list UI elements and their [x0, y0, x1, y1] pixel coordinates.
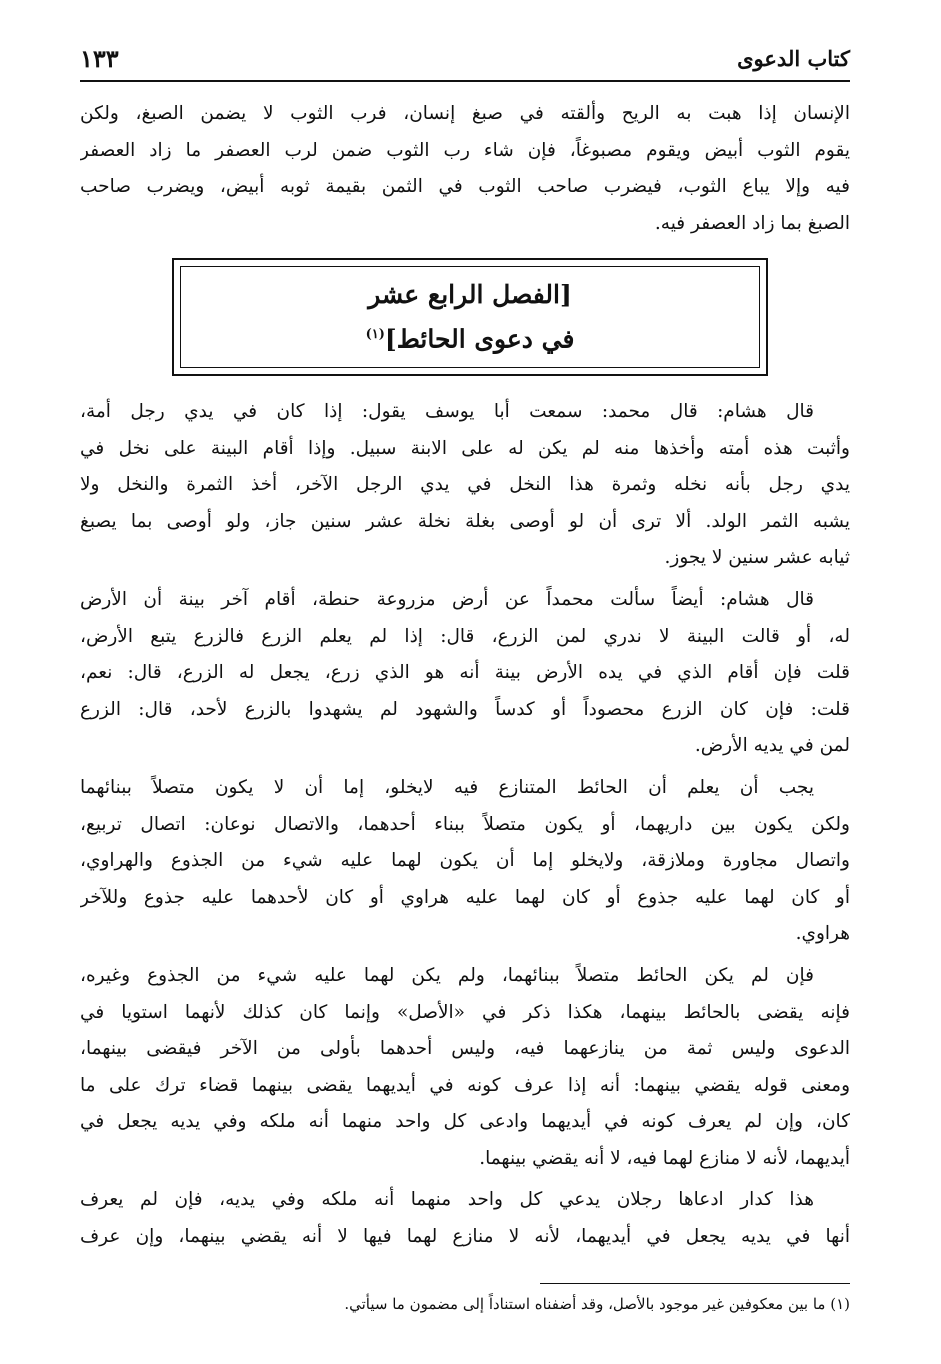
text-line: الإنسان إذا هبت به الريح وألقته في صبغ إنسان، فرب الثوب لا يضمن الصبغ، ولكن: [80, 103, 850, 124]
text-line: الصبغ بما زاد العصفر فيه.: [654, 212, 850, 234]
text-line: ولكن يكون بين داريهما، أو يكون متصلاً ببناء أحدهما، والاتصال نوعان: اتصال تربيع،: [80, 813, 850, 835]
footnote-reference: (١): [365, 326, 385, 342]
section-title-line2: [366, 315, 575, 359]
text-line: قلت: فإن كان الزرع محصوداً أو كدساً والشهود لم يشهدوا بالزرع لأحد، قال: الزرع: [80, 698, 850, 720]
text-line: يجب أن يعلم أن الحائط المتنازع فيه لايخلو، إما أن لا يكون متصلاً ببنائهما: [80, 777, 814, 798]
text-line: قال هشام: قال محمد: سمعت أبا يوسف يقول: إذا كان في يدي رجل أمة،: [80, 401, 814, 422]
text-line: يدي رجل بأنه نخله وثمرة هذا النخل في يدي الرجل الآخر، أخذ الثمرة والنخل ولا: [80, 474, 850, 495]
text-line: فإنه يقضى بالحائط بينهما، هكذا ذكر في «الأصل» وإنما كان كذلك لأنهما استويا في: [80, 1001, 850, 1023]
text-line: واتصال مجاورة وملازقة، ولايخلو إما أن يكون لهما عليه شيء من الجذوع والهراوي،: [80, 850, 850, 871]
paragraph-1: [80, 394, 850, 577]
text-line: أو كان لهما عليه جذوع أو كان لهما عليه هراوي أو كان لأحدهما عليه جذوع وللآخر: [80, 886, 850, 908]
text-line: ثيابه عشر سنين لا يجوز.: [664, 547, 850, 568]
paragraph-5: [80, 1182, 850, 1255]
text-line: وأثبت هذه أمته وأخذها منه لم يكن له على الابنة سبيل. وإذا أقام البينة على نخل في: [80, 437, 850, 459]
footnote: [80, 1290, 850, 1318]
text-line: أيديهما، لأنه لا منازع لهما فيه، لا أنه يقضي بينهما.: [479, 1147, 850, 1169]
paragraph-4: [80, 958, 850, 1177]
text-line: لمن في يديه الأرض.: [694, 735, 850, 756]
footnote-divider: [540, 1283, 850, 1284]
chapter-title: كتاب الدعوى: [737, 45, 850, 71]
footnote-text: ما بين معكوفين غير موجود بالأصل، وقد أضفناه استناداً إلى مضمون ما سيأتي.: [344, 1295, 826, 1313]
text-line: قلت فإن أقام الذي في يده الأرض بينة أنه هو الذي زرع، يجعل له الزرع، قال: نعم،: [80, 662, 850, 683]
text-line: يشبه الثمر الولد. ألا ترى أن لو أوصى بغلة نخلة عشر سنين جاز، ولو أوصى بما يصبغ: [80, 510, 850, 532]
page-number: ١٣٣: [80, 43, 119, 73]
paragraph-2: [80, 582, 850, 765]
footnote-mark: (١): [830, 1295, 850, 1313]
section-title-line1: [الفصل الرابع عشر: [368, 279, 572, 309]
running-header: [80, 36, 850, 82]
text-line: له، أو قالت البينة لا ندري لمن الزرع، قال: إذا لم يعلم الزرع فالزرع يتبع الأرض،: [80, 625, 850, 647]
text-line: كان، وإن لم يعرف كونه في أيديهما وادعى كل واحد منهما أنه ملكه وفي يديه يجعل في: [80, 1111, 850, 1132]
text-line: هراوي.: [795, 923, 850, 944]
paragraph-3: [80, 770, 850, 953]
intro-paragraph: [80, 96, 850, 242]
text-line: فيه وإلا يباع الثوب، فيضرب صاحب الثوب في الثمن بقيمة ثوبه أبيض، ويضرب صاحب: [80, 176, 850, 197]
text-line: هذا كدار ادعاها رجلان يدعي كل واحد منهما أنه ملكه وفي يديه، فإن لم يعرف: [80, 1189, 814, 1210]
text-line: يقوم الثوب أبيض ويقوم مصبوغاً، فإن شاء رب الثوب ضمن لرب العصفر ما زاد العصفر: [80, 139, 850, 161]
section-title-text: في دعوى الحائط]: [384, 324, 575, 354]
text-line: ومعنى قوله يقضي بينهما: أنه إذا عرف كونه في أيديهما يقضى بينهما قضاء ترك على ما: [80, 1074, 850, 1096]
text-line: قال هشام: أيضاً سألت محمداً عن أرض مزروعة حنطة، أقام آخر بينة أن الأرض: [80, 589, 814, 610]
text-line: أنها في يديه يجعل في أيديهما، لأنه لا منازع لهما فيها لا أنه يقضي بينهما، وإن عرف: [80, 1225, 850, 1247]
text-line: الدعوى وليس ثمة من ينازعهما فيه، وليس أحدهما بأولى من الآخر فيقضى بينهما،: [80, 1038, 850, 1059]
text-line: فإن لم يكن الحائط متصلاً ببنائهما، ولم يكن لهما عليه شيء من الجذوع وغيره،: [80, 965, 814, 986]
section-heading-frame: [172, 258, 768, 376]
